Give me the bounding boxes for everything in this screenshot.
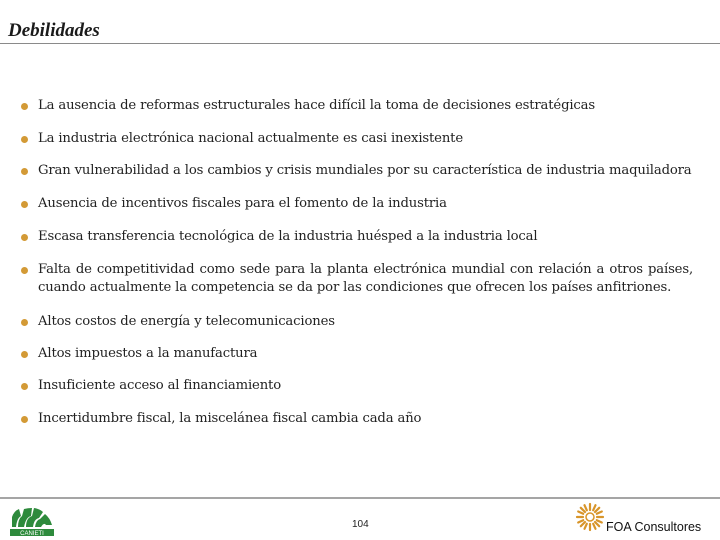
list-item-text: Gran vulnerabilidad a los cambios y crisis mundiales por su característica de industria maquiladora xyxy=(38,163,692,178)
list-item xyxy=(21,261,693,297)
foa-sun-logo-icon xyxy=(575,502,605,532)
bullet-icon xyxy=(21,267,28,274)
list-item xyxy=(21,97,693,115)
list-item xyxy=(21,228,693,246)
bullet-icon xyxy=(21,416,28,423)
bullet-icon xyxy=(21,319,28,326)
list-item-text: Ausencia de incentivos fiscales para el fomento de la industria xyxy=(38,196,447,211)
canieti-logo-text: CANIETI xyxy=(20,531,44,537)
bullet-icon xyxy=(21,136,28,143)
list-item-text: La ausencia de reformas estructurales hace difícil la toma de decisiones estratégicas xyxy=(38,98,595,113)
list-item-text: Escasa transferencia tecnológica de la industria huésped a la industria local xyxy=(38,229,538,244)
list-item xyxy=(21,377,693,395)
list-item xyxy=(21,410,693,428)
list-item xyxy=(21,195,693,213)
company-name: FOA Consultores xyxy=(606,520,702,534)
bullet-icon xyxy=(21,351,28,358)
bullet-icon xyxy=(21,383,28,390)
list-item xyxy=(21,162,693,180)
list-item xyxy=(21,313,693,331)
list-item-text: Falta de competitividad como sede para la planta electrónica mundial con relación a otros países, cuando actualmente la competencia se da por las condiciones que ofrecen los países anfitriones. xyxy=(38,262,693,295)
list-item-text: La industria electrónica nacional actualmente es casi inexistente xyxy=(38,131,463,146)
list-item-text: Altos costos de energía y telecomunicaciones xyxy=(38,314,335,329)
page-title: Debilidades xyxy=(8,20,100,41)
bullet-icon xyxy=(21,103,28,110)
list-item-text: Insuficiente acceso al financiamiento xyxy=(38,378,281,393)
canieti-logo-icon xyxy=(8,503,58,537)
page-number: 104 xyxy=(352,519,369,530)
bullet-icon xyxy=(21,201,28,208)
bullet-icon xyxy=(21,168,28,175)
bullet-icon xyxy=(21,234,28,241)
list-item-text: Incertidumbre fiscal, la miscelánea fiscal cambia cada año xyxy=(38,411,422,426)
list-item xyxy=(21,345,693,363)
list-item-text: Altos impuestos a la manufactura xyxy=(38,346,258,361)
footer-divider xyxy=(0,497,720,499)
list-item xyxy=(21,130,693,148)
